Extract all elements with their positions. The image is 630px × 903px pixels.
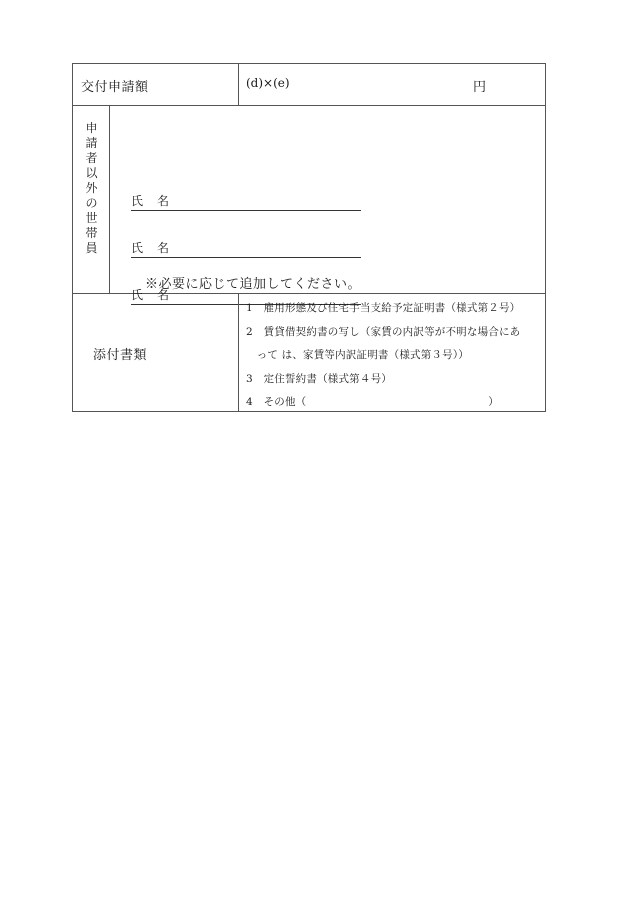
attachments-label: 添付書類 xyxy=(93,348,148,363)
attachment-item-3: 3 定住誓約書（様式第４号） xyxy=(246,373,392,385)
attachment-item-2-cont: って は、家賃等内訳証明書（様式第３号）） xyxy=(246,349,469,361)
member-name-label: 氏 名 xyxy=(131,194,171,208)
amount-label: 交付申請額 xyxy=(81,80,149,95)
members-label-char: 世 xyxy=(85,211,98,225)
amount-unit: 円 xyxy=(473,80,487,95)
amount-row xyxy=(73,64,545,106)
members-label-char: 員 xyxy=(85,241,98,255)
member-name-label: 氏 名 xyxy=(131,288,171,302)
attachments-row xyxy=(73,294,545,411)
member-name-field-2[interactable] xyxy=(131,241,361,258)
amount-formula: (d)×(e) xyxy=(246,76,290,90)
attachment-item-4: 4 その他（ ） xyxy=(246,396,499,408)
members-note: ※必要に応じて追加してください。 xyxy=(145,277,362,292)
member-name-field-1[interactable] xyxy=(131,194,361,211)
members-label-char: の xyxy=(85,196,98,210)
members-label-char: 外 xyxy=(85,181,98,195)
application-form-table xyxy=(72,63,546,412)
amount-divider xyxy=(238,64,239,105)
members-label-char: 請 xyxy=(85,136,98,150)
members-label-char: 者 xyxy=(85,151,98,165)
member-name-label: 氏 名 xyxy=(131,241,171,255)
members-label-char: 申 xyxy=(85,121,98,135)
attachment-item-1: 1 雇用形態及び住宅手当支給予定証明書（様式第２号） xyxy=(246,302,521,314)
members-row xyxy=(73,106,545,302)
members-label-char: 帯 xyxy=(85,226,98,240)
members-label-char: 以 xyxy=(85,166,98,180)
attachments-divider xyxy=(238,294,239,411)
attachment-item-2: 2 賃貸借契約書の写し（家賃の内訳等が不明な場合にあ xyxy=(246,326,521,338)
members-label xyxy=(73,106,110,293)
